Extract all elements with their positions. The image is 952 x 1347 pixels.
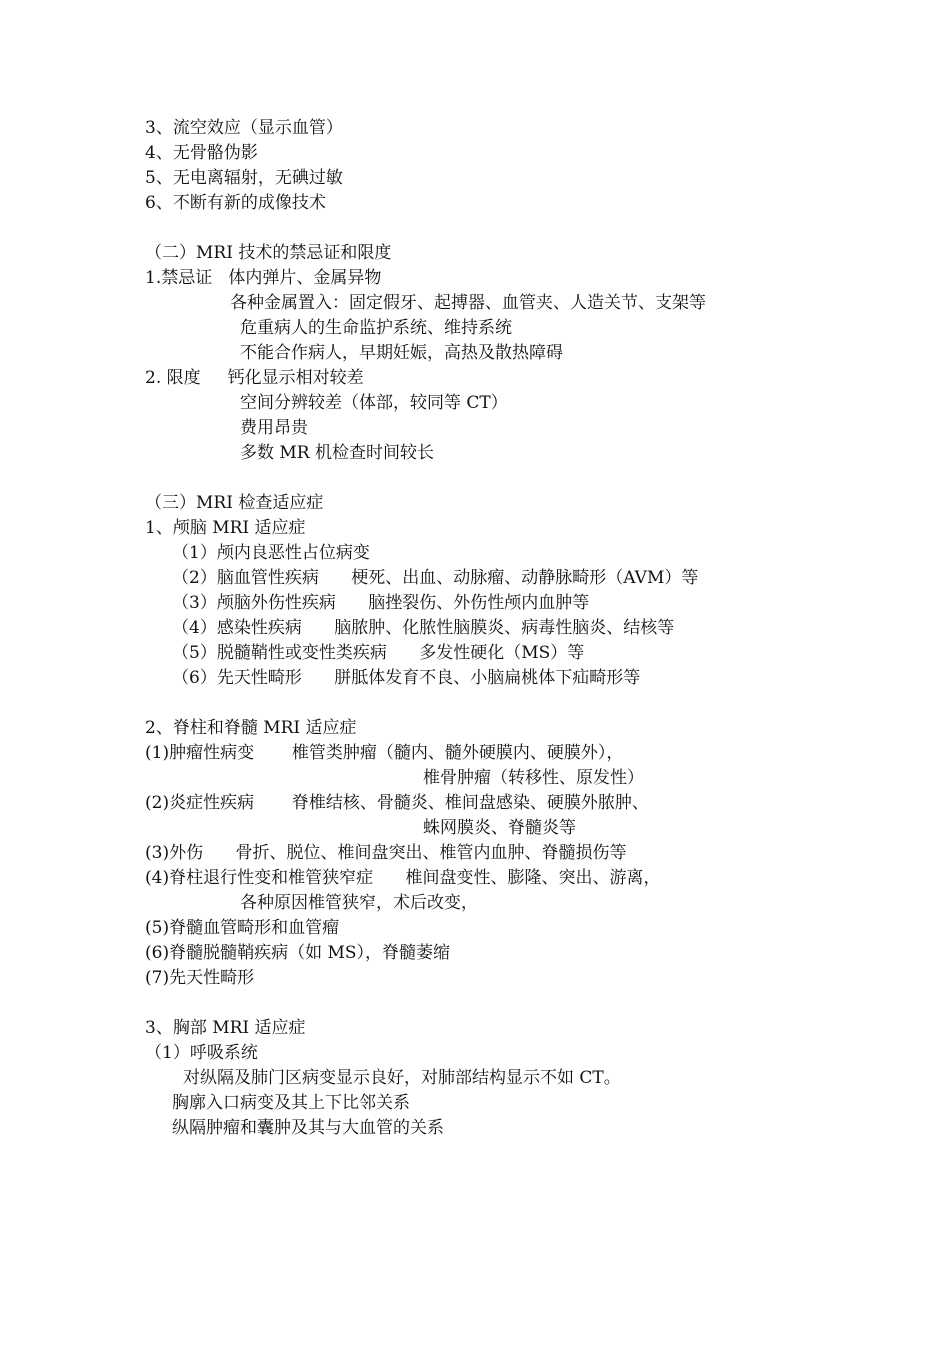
spine-indication-item: (1)肿瘤性病变 椎管类肿瘤（髓内、髓外硬膜内、硬膜外）， (145, 743, 624, 763)
spine-indication-item: (4)脊柱退行性变和椎管狭窄症 椎间盘变性、膨隆、突出、游离， (145, 868, 661, 888)
section-heading-indications: （三）MRI 检查适应症 (145, 493, 324, 513)
brain-indications-title: 1、颅脑 MRI 适应症 (145, 518, 306, 538)
spine-indication-item: (7)先天性畸形 (145, 968, 255, 988)
limitation-line: 费用昂贵 (240, 418, 308, 438)
contraindication-line: 危重病人的生命监护系统、维持系统 (240, 318, 512, 338)
brain-indication-item: （4）感染性疾病 脑脓肿、化脓性脑膜炎、病毒性脑炎、结核等 (172, 618, 675, 638)
contraindication-line: 各种金属置入：固定假牙、起搏器、血管夹、人造关节、支架等 (230, 293, 706, 313)
contraindication-line: 1.禁忌证 体内弹片、金属异物 (145, 268, 382, 288)
advantage-item-5: 5、无电离辐射，无碘过敏 (145, 168, 343, 188)
brain-indication-item: （1）颅内良恶性占位病变 (172, 543, 370, 563)
advantage-item-6: 6、不断有新的成像技术 (145, 193, 326, 213)
spine-indication-continuation: 蛛网膜炎、脊髓炎等 (423, 818, 576, 838)
chest-indications-title: 3、胸部 MRI 适应症 (145, 1018, 306, 1038)
chest-indication-line: 对纵隔及肺门区病变显示良好，对肺部结构显示不如 CT。 (183, 1068, 621, 1088)
section-heading-contraindications: （二）MRI 技术的禁忌证和限度 (145, 243, 392, 263)
brain-indication-item: （2）脑血管性疾病 梗死、出血、动脉瘤、动静脉畸形（AVM）等 (172, 568, 699, 588)
spine-indications-title: 2、脊柱和脊髓 MRI 适应症 (145, 718, 357, 738)
advantage-item-3: 3、流空效应（显示血管） (145, 118, 343, 138)
chest-indication-line: 纵隔肿瘤和囊肿及其与大血管的关系 (172, 1118, 444, 1138)
contraindication-line: 不能合作病人，早期妊娠，高热及散热障碍 (240, 343, 563, 363)
spine-indication-continuation: 各种原因椎管狭窄，术后改变， (240, 893, 478, 913)
spine-indication-item: (3)外伤 骨折、脱位、椎间盘突出、椎管内血肿、脊髓损伤等 (145, 843, 627, 863)
brain-indication-item: （3）颅脑外伤性疾病 脑挫裂伤、外伤性颅内血肿等 (172, 593, 590, 613)
spine-indication-item: (5)脊髓血管畸形和血管瘤 (145, 918, 340, 938)
limitation-line: 空间分辨较差（体部，较同等 CT） (240, 393, 508, 413)
chest-subheading: （1）呼吸系统 (145, 1043, 258, 1063)
limitation-line: 2. 限度 钙化显示相对较差 (145, 368, 364, 388)
chest-indication-line: 胸廓入口病变及其上下比邻关系 (172, 1093, 410, 1113)
brain-indication-item: （5）脱髓鞘性或变性类疾病 多发性硬化（MS）等 (172, 643, 585, 663)
brain-indication-item: （6）先天性畸形 胼胝体发育不良、小脑扁桃体下疝畸形等 (172, 668, 641, 688)
spine-indication-continuation: 椎骨肿瘤（转移性、原发性） (423, 768, 644, 788)
spine-indication-item: (6)脊髓脱髓鞘疾病（如 MS），脊髓萎缩 (145, 943, 451, 963)
spine-indication-item: (2)炎症性疾病 脊椎结核、骨髓炎、椎间盘感染、硬膜外脓肿、 (145, 793, 649, 813)
advantage-item-4: 4、无骨骼伪影 (145, 143, 258, 163)
limitation-line: 多数 MR 机检查时间较长 (240, 443, 435, 463)
